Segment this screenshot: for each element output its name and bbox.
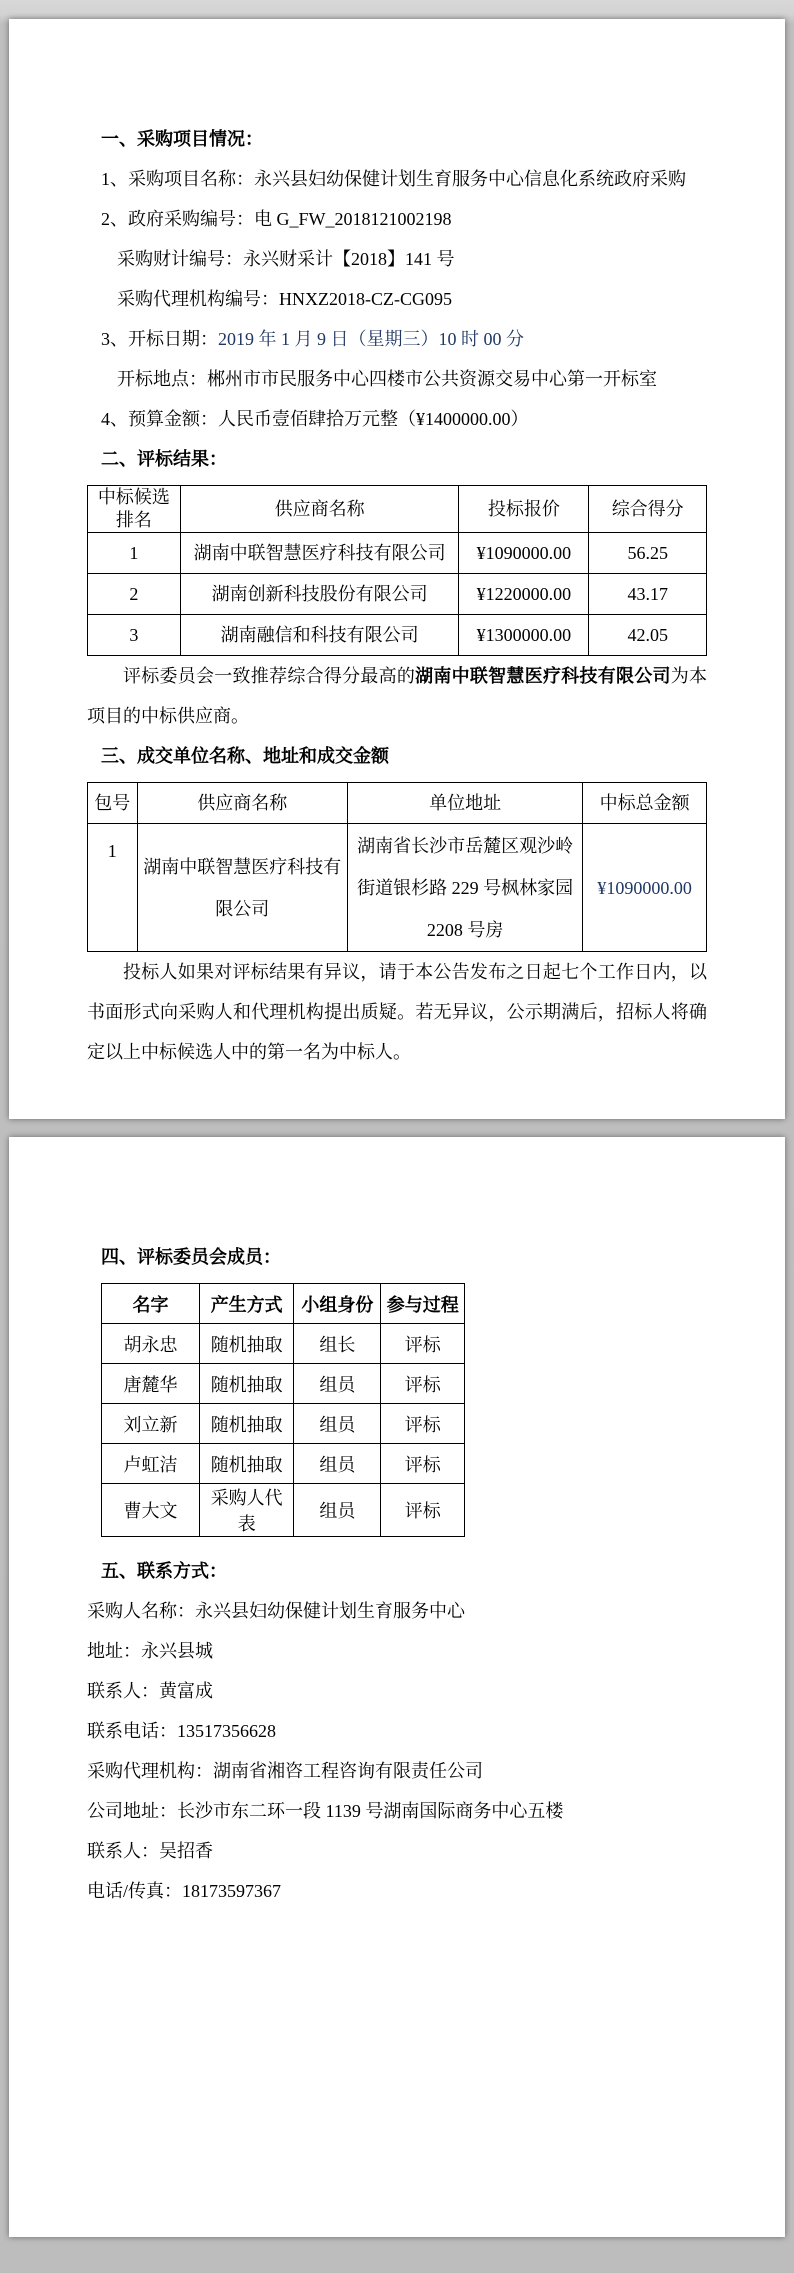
contact-agency-phone-fax: 电话/传真：18173597367 — [87, 1881, 282, 1901]
cell-address: 湖南省长沙市岳麓区观沙岭街道银杉路 229 号枫林家园 2208 号房 — [347, 824, 582, 952]
cell-bid-price: ¥1220000.00 — [459, 574, 589, 615]
cell-rank: 1 — [88, 533, 181, 574]
bid-opening-date-label: 3、开标日期： — [101, 329, 218, 349]
project-name-line: 1、采购项目名称：永兴县妇幼保健计划生育服务中心信息化系统政府采购 — [101, 169, 686, 189]
cell-group-role: 组员 — [294, 1404, 381, 1444]
header-award-amount: 中标总金额 — [583, 783, 707, 824]
bid-results-table — [87, 485, 707, 656]
cell-group-role: 组员 — [294, 1484, 381, 1537]
cell-participation: 评标 — [381, 1364, 465, 1404]
recommendation-text-suffix: 为本项目的中标供应商。 — [87, 666, 708, 726]
cell-selection-method: 随机抽取 — [200, 1444, 294, 1484]
cell-name: 卢虹洁 — [102, 1444, 200, 1484]
cell-name: 胡永忠 — [102, 1324, 200, 1364]
bid-opening-date-line — [87, 319, 707, 359]
agency-number-line: 采购代理机构编号：HNXZ2018-CZ-CG095 — [117, 289, 452, 309]
document-viewer — [0, 19, 794, 2273]
cell-rank: 3 — [88, 615, 181, 656]
table-row — [102, 1444, 465, 1484]
contact-purchaser-address: 地址：永兴县城 — [87, 1641, 213, 1661]
header-score: 综合得分 — [589, 486, 707, 533]
cell-bid-price: ¥1300000.00 — [459, 615, 589, 656]
cell-rank: 2 — [88, 574, 181, 615]
cell-participation: 评标 — [381, 1324, 465, 1364]
cell-selection-method: 随机抽取 — [200, 1404, 294, 1444]
cell-supplier: 湖南中联智慧医疗科技有限公司 — [180, 533, 459, 574]
bid-opening-place-line: 开标地点：郴州市市民服务中心四楼市公共资源交易中心第一开标室 — [117, 369, 657, 389]
cell-award-amount: ¥1090000.00 — [583, 824, 707, 952]
cell-participation: 评标 — [381, 1484, 465, 1537]
cell-selection-method: 采购人代表 — [200, 1484, 294, 1537]
page-2-content — [9, 1137, 785, 1911]
document-page-2 — [9, 1137, 785, 2237]
header-group-role: 小组身份 — [294, 1284, 381, 1324]
cell-score: 43.17 — [589, 574, 707, 615]
page-1-content — [9, 19, 785, 1072]
section-heading-evaluation-results: 二、评标结果： — [101, 449, 227, 469]
committee-table — [101, 1283, 465, 1537]
header-participation: 参与过程 — [381, 1284, 465, 1324]
table-row — [102, 1324, 465, 1364]
cell-name: 曹大文 — [102, 1484, 200, 1537]
table-row — [88, 533, 707, 574]
table-row — [88, 574, 707, 615]
contact-agency-address: 公司地址：长沙市东二环一段 1139 号湖南国际商务中心五楼 — [87, 1801, 564, 1821]
table-row — [102, 1364, 465, 1404]
cell-participation: 评标 — [381, 1404, 465, 1444]
committee-header-row — [102, 1284, 465, 1324]
section-heading-procurement-info: 一、采购项目情况： — [101, 129, 263, 149]
document-page-1 — [9, 19, 785, 1119]
cell-group-role: 组员 — [294, 1364, 381, 1404]
cell-supplier: 湖南中联智慧医疗科技有限公司 — [137, 824, 347, 952]
contact-purchaser-phone: 联系电话：13517356628 — [87, 1721, 276, 1741]
recommendation-paragraph — [87, 656, 707, 736]
budget-line: 4、预算金额：人民币壹佰肆拾万元整（¥1400000.00） — [101, 409, 529, 429]
bid-opening-date-value: 2019 年 1 月 9 日（星期三）10 时 00 分 — [218, 329, 524, 349]
header-rank: 中标候选排名 — [88, 486, 181, 533]
procurement-number-line: 2、政府采购编号：电 G_FW_2018121002198 — [101, 209, 452, 229]
header-package-no: 包号 — [88, 783, 138, 824]
header-address: 单位地址 — [347, 783, 582, 824]
award-header-row — [88, 783, 707, 824]
bid-results-header-row — [88, 486, 707, 533]
cell-selection-method: 随机抽取 — [200, 1324, 294, 1364]
contact-purchaser-person: 联系人：黄富成 — [87, 1681, 213, 1701]
objection-paragraph: 投标人如果对评标结果有异议，请于本公告发布之日起七个工作日内，以书面形式向采购人和代理机构提出质疑。若无异议，公示期满后，招标人将确定以上中标候选人中的第一名为中标人。 — [87, 962, 707, 1062]
header-bid-price: 投标报价 — [459, 486, 589, 533]
finance-plan-number-line: 采购财计编号：永兴财采计【2018】141 号 — [117, 249, 455, 269]
cell-package-no: 1 — [88, 824, 138, 952]
cell-bid-price: ¥1090000.00 — [459, 533, 589, 574]
cell-score: 56.25 — [589, 533, 707, 574]
contact-agency-person: 联系人：吴招香 — [87, 1841, 213, 1861]
section-heading-contact-info: 五、联系方式： — [101, 1561, 227, 1581]
cell-supplier: 湖南创新科技股份有限公司 — [180, 574, 459, 615]
recommendation-text-prefix: 评标委员会一致推荐综合得分最高的 — [123, 666, 416, 686]
header-supplier: 供应商名称 — [137, 783, 347, 824]
cell-name: 刘立新 — [102, 1404, 200, 1444]
cell-name: 唐麓华 — [102, 1364, 200, 1404]
section-heading-committee: 四、评标委员会成员： — [101, 1247, 281, 1267]
cell-supplier: 湖南融信和科技有限公司 — [180, 615, 459, 656]
section-heading-award-info: 三、成交单位名称、地址和成交金额 — [101, 746, 389, 766]
table-row — [88, 824, 707, 952]
table-row — [102, 1404, 465, 1444]
header-name: 名字 — [102, 1284, 200, 1324]
header-supplier: 供应商名称 — [180, 486, 459, 533]
cell-participation: 评标 — [381, 1444, 465, 1484]
award-table — [87, 782, 707, 952]
header-selection-method: 产生方式 — [200, 1284, 294, 1324]
contact-purchaser-name: 采购人名称：永兴县妇幼保健计划生育服务中心 — [87, 1601, 465, 1621]
cell-selection-method: 随机抽取 — [200, 1364, 294, 1404]
cell-score: 42.05 — [589, 615, 707, 656]
table-row — [88, 615, 707, 656]
winning-supplier-name: 湖南中联智慧医疗科技有限公司 — [415, 666, 671, 686]
cell-group-role: 组员 — [294, 1444, 381, 1484]
contact-agency-name: 采购代理机构：湖南省湘咨工程咨询有限责任公司 — [87, 1761, 483, 1781]
table-row — [102, 1484, 465, 1537]
cell-group-role: 组长 — [294, 1324, 381, 1364]
